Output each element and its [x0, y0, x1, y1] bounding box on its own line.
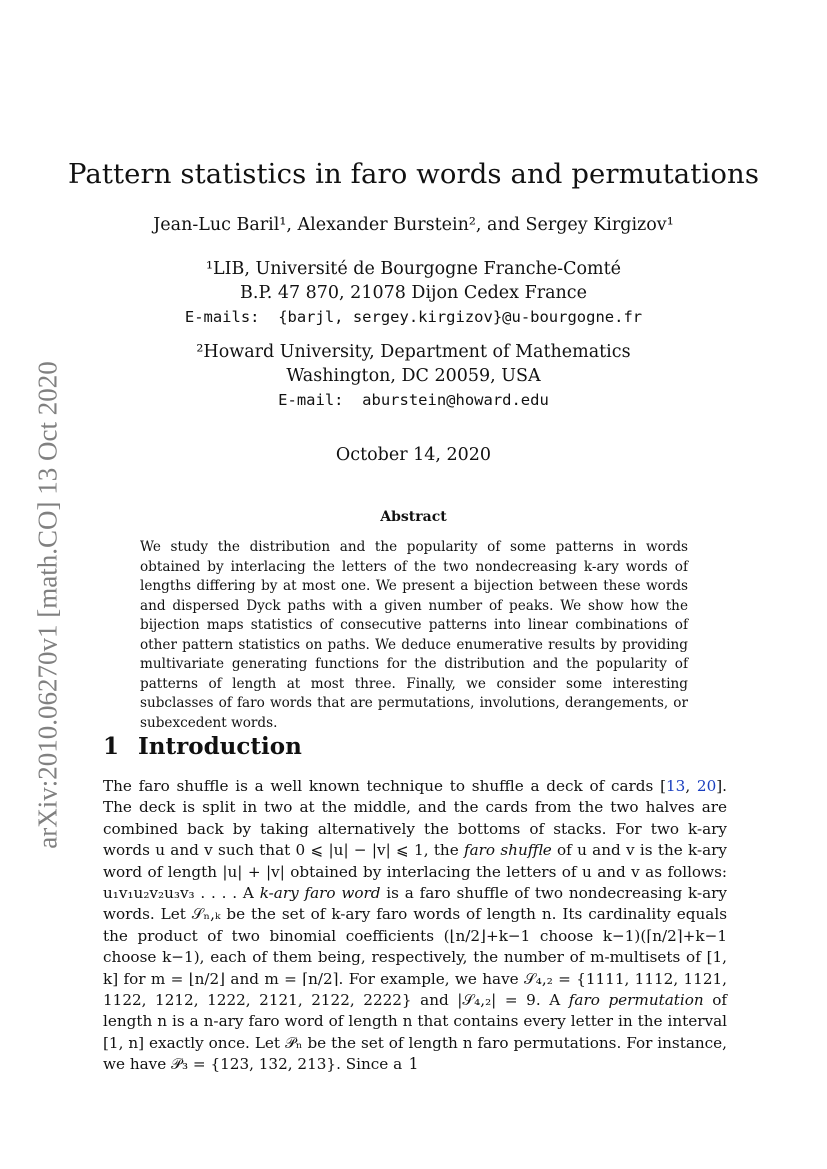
email-address[interactable]: aburstein@howard.edu	[362, 391, 549, 409]
affiliation-2-name: ²Howard University, Department of Mathematics	[196, 342, 631, 362]
author-list: Jean-Luc Baril¹, Alexander Burstein², and Sergey Kirgizov¹	[153, 215, 674, 235]
citation-link[interactable]: 20	[696, 777, 717, 795]
publication-date: October 14, 2020	[335, 445, 492, 465]
affiliation-2	[0, 340, 827, 412]
emphasis-term: faro shuffle	[464, 841, 552, 860]
section-number: 1	[103, 733, 120, 760]
email-label: E-mail:	[278, 391, 344, 409]
arxiv-identifier: arXiv:2010.06270v1 [math.CO] 13 Oct 2020	[32, 361, 63, 849]
abstract-text: We study the distribution and the popularity of some patterns in words obtained by interlacing the letters of the two nondecreasing k-ary words of lengths differing by at most one. We present a bijection between these words and dispersed Dyck paths with a given number of peaks. We show how the bijection maps statistics of consecutive patterns into linear combinations of other pattern statistics on paths. We deduce enumerative results by providing multivariate generating functions for the distribution and the popularity of patterns of length at most three. Finally, we consider some interesting subclasses of faro words that are permutations, involutions, derangements, or subexcedent words.	[140, 539, 688, 731]
abstract-heading: Abstract	[380, 509, 447, 525]
affiliation-1	[0, 257, 827, 329]
affiliation-2-address: Washington, DC 20059, USA	[286, 366, 541, 386]
affiliation-1-name: ¹LIB, Université de Bourgogne Franche-Comté	[205, 259, 622, 279]
emphasis-term: faro permutation	[568, 991, 704, 1010]
affiliation-1-email-row	[0, 305, 827, 329]
text-run: ]. The deck is split in two at the middle, and the cards from the two halves are combined back by taking alternatively the bottoms of stacks. For two k-ary words u and v such that 0 ⩽ |u| − |v| ⩽ 1, the	[103, 777, 728, 860]
page-number: 1	[408, 1055, 419, 1073]
paper-title: Pattern statistics in faro words and permutations	[67, 158, 760, 190]
section-heading	[103, 733, 302, 760]
text-run: of u and v is the k-ary word of length |u| + |v| obtained by interlacing the letters of u and v as follows: u₁v₁u₂v₂u₃v₃ . . . . A	[103, 841, 727, 903]
affiliation-2-email-row	[0, 388, 827, 412]
text-run: The faro shuffle is a well known technique to shuffle a deck of cards [	[103, 777, 667, 795]
affiliation-1-address: B.P. 47 870, 21078 Dijon Cedex France	[240, 283, 587, 303]
text-run: is a faro shuffle of two nondecreasing k-ary words. Let 𝒮ₙ,ₖ be the set of k-ary faro words of length n. Its cardinality equals the product of two binomial coefficients (⌊n/2⌋+k−1 choose k−1)(⌈n/2⌉+k−1 choose k−1), each of them being, respectively, the number of m-multisets of [1, k] for m = ⌊n/2⌋ and m = ⌈n/2⌉. For example, we have 𝒮₄,₂ = {1111, 1112, 1121, 1122, 1212, 1222, 2121, 2122, 2222} and |𝒮₄,₂| = 9. A	[103, 884, 728, 1010]
citation-link[interactable]: 13	[666, 777, 686, 795]
email-address[interactable]: {barjl, sergey.kirgizov}@u-bourgogne.fr	[278, 308, 643, 326]
emphasis-term: k-ary faro word	[259, 884, 381, 903]
intro-paragraph	[103, 776, 727, 1076]
text-run: ,	[685, 777, 697, 795]
email-label: E-mails:	[184, 308, 260, 326]
section-title: Introduction	[138, 733, 302, 760]
text-run: of length n is a n-ary faro word of length n that contains every letter in the interval [1, n] exactly once. Let 𝒫ₙ be the set of length n faro permutations. For instance, we have 𝒫₃ = {123, 132, 213}. Since a	[103, 991, 727, 1074]
